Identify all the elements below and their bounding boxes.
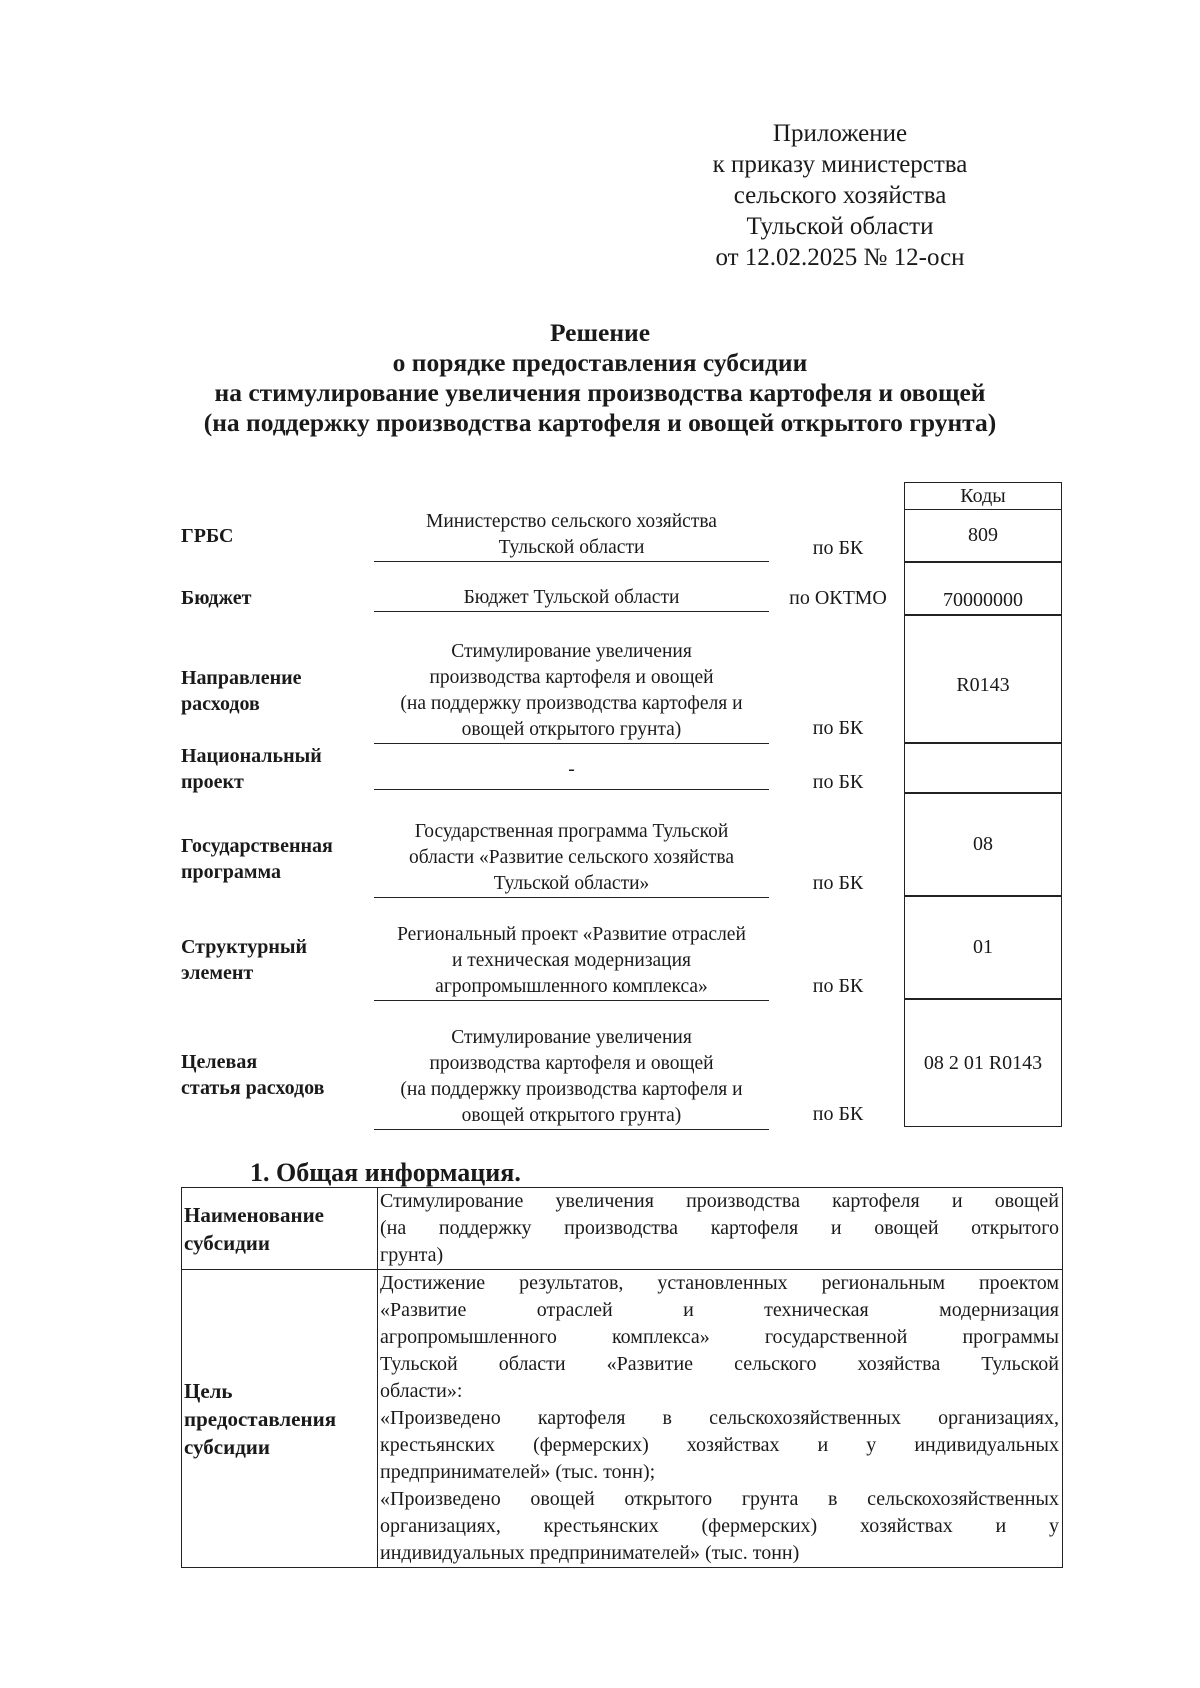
codes-header: Коды bbox=[904, 482, 1062, 509]
code-classifier-label: по БК bbox=[812, 537, 864, 559]
code-cell: R0143 bbox=[904, 615, 1062, 743]
code-classifier-label: по БК bbox=[812, 872, 864, 894]
section-title: 1. Общая информация. bbox=[250, 1158, 521, 1187]
row-header: Наименование субсидии bbox=[182, 1188, 378, 1270]
requisite-label: Бюджет bbox=[181, 587, 252, 609]
requisite-label: Направление расходов bbox=[181, 667, 302, 715]
title-line: Решение bbox=[549, 318, 651, 347]
requisite-label: Целевая статья расходов bbox=[181, 1051, 325, 1099]
appendix-line: Тульской области bbox=[746, 213, 934, 240]
row-header: Цель предоставления субсидии bbox=[182, 1270, 378, 1568]
appendix-line: к приказу министерства bbox=[712, 151, 968, 178]
requisite-value: - bbox=[374, 757, 769, 790]
requisite-value: Государственная программа Тульской области «Развитие сельского хозяйства Тульской области» bbox=[374, 819, 769, 898]
document-title bbox=[0, 318, 1200, 438]
appendix-date-number: от 12.02.2025 № 12-осн bbox=[715, 244, 965, 271]
requisite-value: Бюджет Тульской области bbox=[374, 585, 769, 612]
row-text: Стимулирование увеличения производства картофеля и овощей (на поддержку производства картофеля и овощей открытого грунта) bbox=[378, 1188, 1063, 1270]
code-cell: 08 bbox=[904, 793, 1062, 896]
code-classifier-label: по БК bbox=[812, 1103, 864, 1125]
requisite-label: ГРБС bbox=[181, 525, 234, 547]
general-info-table bbox=[181, 1187, 1063, 1568]
requisite-value: Стимулирование увеличения производства картофеля и овощей (на поддержку производства картофеля и овощей открытого грунта) bbox=[374, 1025, 769, 1130]
code-classifier-label: по БК bbox=[812, 717, 864, 739]
appendix-line: сельского хозяйства bbox=[733, 182, 947, 209]
code-classifier-label: по БК bbox=[812, 771, 864, 793]
requisite-label: Национальный проект bbox=[181, 745, 322, 793]
table-row bbox=[182, 1270, 1063, 1568]
appendix-block bbox=[650, 118, 1030, 273]
code-classifier-label: по БК bbox=[812, 975, 864, 997]
code-classifier-label: по ОКТМО bbox=[789, 587, 887, 609]
code-cell: 809 bbox=[904, 509, 1062, 562]
table-row bbox=[182, 1188, 1063, 1270]
requisite-value: Региональный проект «Развитие отраслей и техническая модернизация агропромышленного комплекса» bbox=[374, 922, 769, 1001]
requisite-value: Министерство сельского хозяйства Тульской области bbox=[374, 509, 769, 562]
code-cell: 70000000 bbox=[904, 562, 1062, 615]
title-line: на стимулирование увеличения производства картофеля и овощей bbox=[214, 378, 986, 407]
code-cell bbox=[904, 743, 1062, 793]
requisite-value: Стимулирование увеличения производства картофеля и овощей (на поддержку производства картофеля и овощей открытого грунта) bbox=[374, 639, 769, 744]
row-text: Достижение результатов, установленных региональным проектом «Развитие отраслей и техническая модернизация агропромышленного комплекса» государственной программы Тульской области «Развитие сельского хозяйства Тульской области»: «Произведено картофеля в сельскохозяйственных организациях, крестьянских (фермерских) хозяйствах и у индивидуальных предпринимателей» (тыс. тонн); «Произведено овощей открытого грунта в сельскохозяйственных организациях, крестьянских (фермерских) хозяйствах и у индивидуальных предпринимателей» (тыс. тонн) bbox=[378, 1270, 1063, 1568]
code-cell: 01 bbox=[904, 896, 1062, 999]
requisite-label: Структурный элемент bbox=[181, 936, 307, 984]
appendix-line: Приложение bbox=[772, 120, 908, 147]
title-line: (на поддержку производства картофеля и овощей открытого грунта) bbox=[203, 408, 997, 437]
code-cell: 08 2 01 R0143 bbox=[904, 999, 1062, 1127]
title-line: о порядке предоставления субсидии bbox=[392, 348, 808, 377]
requisite-label: Государственная программа bbox=[181, 835, 333, 883]
